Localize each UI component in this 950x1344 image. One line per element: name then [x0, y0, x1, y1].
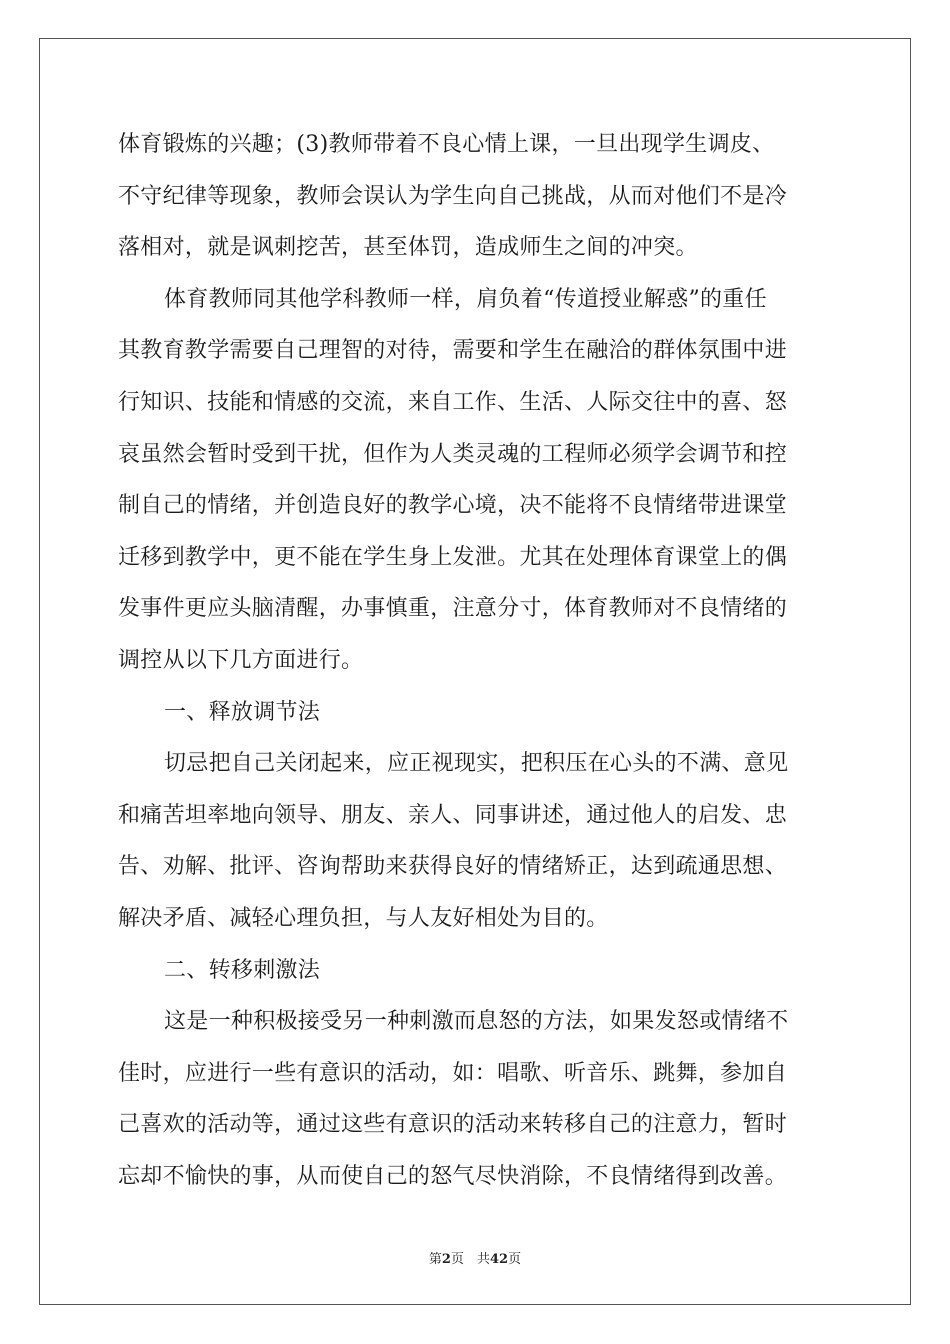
text-line: 和痛苦坦率地向领导、朋友、亲人、同事讲述，通过他人的启发、忠: [118, 802, 788, 828]
page-number-footer: [0, 1248, 950, 1267]
text-line: 不守纪律等现象，教师会误认为学生向自己挑战，从而对他们不是冷: [118, 183, 788, 209]
paragraph-first-line: 切忌把自己关闭起来，应正视现实，把积压在心头的不满、意见: [164, 751, 789, 777]
text-line: 行知识、技能和情感的交流，来自工作、生活、人际交往中的喜、怒: [118, 389, 788, 415]
page-mid: 页 共: [450, 1252, 490, 1267]
text-line: 佳时，应进行一些有意识的活动，如：唱歌、听音乐、跳舞，参加自: [118, 1060, 788, 1086]
section-heading: 一、释放调节法: [164, 699, 321, 725]
text-line: 制自己的情绪，并创造良好的教学心境，决不能将不良情绪带进课堂: [118, 493, 788, 519]
text-line: 发事件更应头脑清醒，办事慎重，注意分寸，体育教师对不良情绪的: [118, 596, 788, 622]
paragraph-first-line: 体育教师同其他学科教师一样，肩负着“传道授业解惑”的重任: [164, 286, 767, 312]
text-line: 哀虽然会暂时受到干扰，但作为人类灵魂的工程师必须学会调节和控: [118, 441, 788, 467]
page-prefix: 第: [428, 1252, 442, 1267]
paragraph-first-line: 这是一种积极接受另一种刺激而息怒的方法，如果发怒或情绪不: [164, 1009, 789, 1035]
text-line: 其教育教学需要自己理智的对待，需要和学生在融洽的群体氛围中进: [118, 338, 788, 364]
text-line: 体育锻炼的兴趣；(3)教师带着不良心情上课，一旦出现学生调皮、: [118, 132, 775, 157]
page-suffix: 页: [508, 1252, 522, 1267]
text-line: 告、劝解、批评、咨询帮助来获得良好的情绪矫正，达到疏通思想、: [118, 854, 788, 880]
text-line: 迁移到教学中，更不能在学生身上发泄。尤其在处理体育课堂上的偶: [118, 544, 788, 570]
text-line: 解决矛盾、减轻心理负担，与人友好相处为目的。: [118, 905, 609, 931]
total-page-count: 42: [489, 1252, 509, 1267]
document-body: [118, 119, 834, 1202]
text-line: 落相对，就是讽刺挖苦，甚至体罚，造成师生之间的冲突。: [118, 235, 698, 261]
text-line: 忘却不愉快的事，从而使自己的怒气尽快消除，不良情绪得到改善。: [118, 1163, 788, 1189]
text-line: 己喜欢的活动等，通过这些有意识的活动来转移自己的注意力，暂时: [118, 1112, 788, 1138]
current-page-number: 2: [441, 1252, 451, 1267]
section-heading: 二、转移刺激法: [164, 957, 321, 983]
text-line: 调控从以下几方面进行。: [118, 647, 364, 673]
